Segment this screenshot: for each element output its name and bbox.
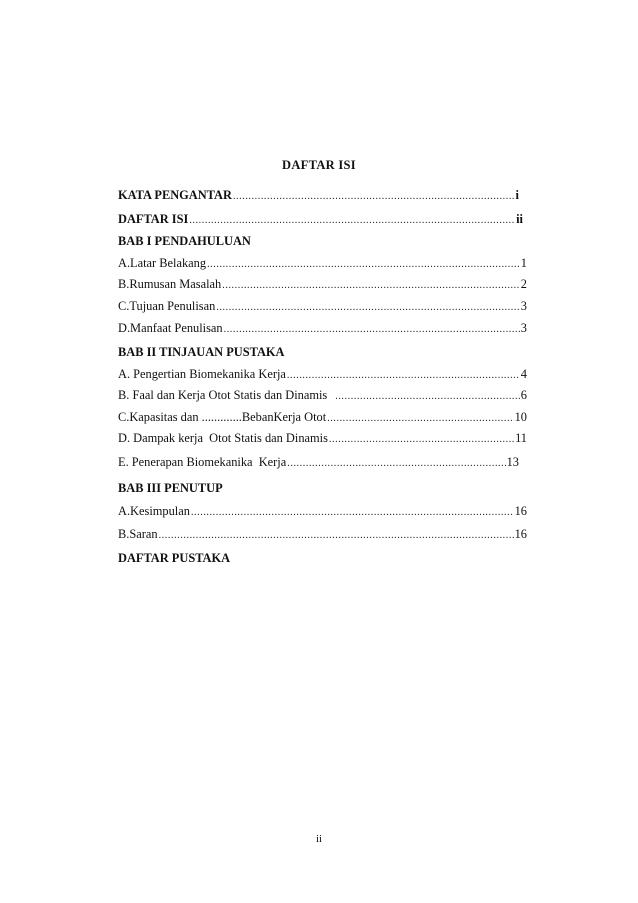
toc-entry-page: 16	[514, 504, 527, 518]
toc-entry-kesimpulan[interactable]	[118, 504, 527, 520]
dot-leader	[233, 190, 515, 204]
toc-entry-page: 11	[515, 431, 527, 445]
dot-leader	[207, 258, 520, 272]
page-title: DAFTAR ISI	[282, 158, 356, 172]
dot-leader	[191, 506, 514, 520]
toc-entry-page: 3	[520, 299, 527, 313]
toc-entry-page: ii	[516, 212, 523, 226]
toc-entry-page: 6	[520, 388, 527, 402]
toc-entry-label: D.Manfaat Penulisan	[118, 321, 223, 335]
toc-entry-label: DAFTAR ISI	[118, 212, 189, 226]
toc-entry-label: C.Tujuan Penulisan	[118, 299, 216, 313]
toc-entry-page: 1	[520, 256, 527, 270]
toc-entry-daftar-pustaka[interactable]: DAFTAR PUSTAKA	[118, 551, 231, 565]
chapter-heading-bab-1: BAB I PENDAHULUAN	[118, 234, 251, 248]
toc-entry-label: KATA PENGANTAR	[118, 188, 232, 202]
toc-entry-page: 4	[520, 367, 527, 381]
toc-entry-saran[interactable]	[118, 527, 527, 543]
toc-entry-label: C.Kapasitas dan .............BebanKerja Otot	[118, 410, 327, 424]
toc-entry-label: E. Penerapan Biomekanika Kerja	[118, 455, 287, 469]
dot-leader	[222, 279, 520, 293]
toc-entry-label: B.Rumusan Masalah	[118, 277, 222, 291]
dot-leader	[287, 457, 505, 471]
dot-leader	[287, 369, 520, 383]
dot-leader	[216, 301, 519, 315]
toc-entry-faal-kerja-otot[interactable]	[118, 388, 527, 404]
dot-leader	[335, 390, 520, 404]
toc-entry-rumusan-masalah[interactable]	[118, 277, 527, 293]
toc-entry-page: 10	[514, 410, 527, 424]
toc-entry-page: i	[515, 188, 519, 202]
toc-entry-pengertian-biomekanika[interactable]	[118, 367, 527, 383]
toc-entry-page: 3	[520, 321, 527, 335]
page-number: ii	[315, 833, 323, 845]
toc-entry-label: D. Dampak kerja Otot Statis dan Dinamis	[118, 431, 328, 445]
toc-entry-label: A.Latar Belakang	[118, 256, 207, 270]
toc-entry-page: 2	[520, 277, 527, 291]
toc-entry-kata-pengantar[interactable]	[118, 188, 519, 204]
toc-entry-page: 13	[506, 455, 519, 469]
dot-leader	[329, 433, 514, 447]
chapter-heading-bab-3: BAB III PENUTUP	[118, 481, 223, 495]
toc-entry-tujuan-penulisan[interactable]	[118, 299, 527, 315]
toc-entry-label: A. Pengertian Biomekanika Kerja	[118, 367, 286, 381]
dot-leader	[327, 412, 513, 426]
dot-leader	[189, 214, 515, 228]
dot-leader	[159, 529, 514, 543]
toc-entry-daftar-isi[interactable]	[118, 212, 523, 228]
dot-leader	[224, 323, 520, 337]
toc-entry-label: B. Faal dan Kerja Otot Statis dan Dinamis	[118, 388, 328, 402]
chapter-heading-bab-2: BAB II TINJAUAN PUSTAKA	[118, 345, 285, 359]
toc-entry-kapasitas-beban[interactable]	[118, 410, 527, 426]
toc-entry-latar-belakang[interactable]	[118, 256, 527, 272]
toc-entry-manfaat-penulisan[interactable]	[118, 321, 527, 337]
toc-entry-dampak-kerja[interactable]	[118, 431, 527, 447]
toc-entry-page: 16	[514, 527, 527, 541]
toc-entry-penerapan-biomekanika[interactable]	[118, 455, 519, 471]
toc-entry-label: A.Kesimpulan	[118, 504, 190, 518]
toc-entry-label: B.Saran	[118, 527, 158, 541]
